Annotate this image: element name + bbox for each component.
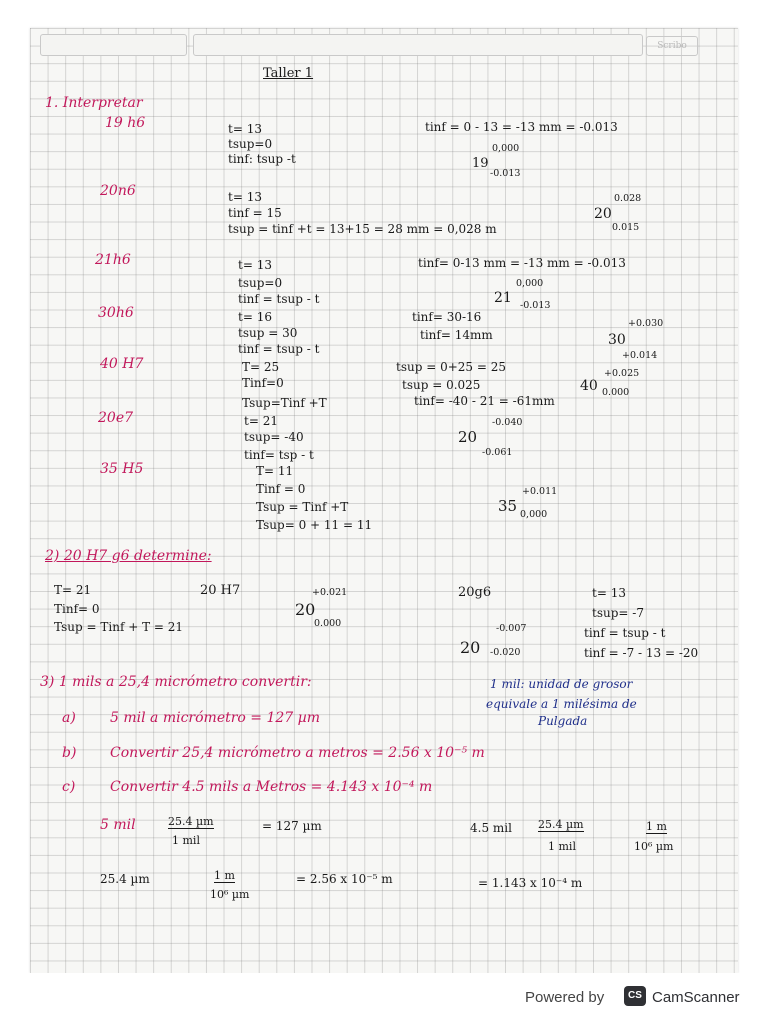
item4-line1: t= 16 [238, 310, 272, 324]
part-b-text: Convertir 25,4 micrómetro a metros = 2.56 x 10⁻⁵ m [110, 745, 485, 761]
item7-line4: Tsup= 0 + 11 = 11 [256, 518, 373, 532]
item4-line3: tinf = tsup - t [238, 342, 320, 356]
item2-line3: tsup = tinf +t = 13+15 = 28 mm = 0,028 m [228, 222, 497, 236]
item1-line3: tinf: tsup -t [228, 152, 296, 166]
header-box-right: Scribo [646, 36, 698, 56]
item4-calc2: tinf= 14mm [420, 328, 493, 342]
section3-heading: 3) 1 mils a 25,4 micrómetro convertir: [40, 674, 312, 690]
s2-left-line2: Tinf= 0 [54, 602, 100, 616]
work2-frac1-num: 25.4 µm [538, 818, 584, 831]
page-title: Taller 1 [263, 66, 314, 81]
s2-left-line3: Tsup = Tinf + T = 21 [54, 620, 184, 634]
s2-right-line2: tsup= -7 [592, 606, 644, 620]
work3-prefix: 25.4 µm [100, 872, 150, 886]
item1-line1: t= 13 [228, 122, 262, 136]
item3-lower: -0.013 [520, 300, 551, 311]
item6-calc: tinf= -40 - 21 = -61mm [414, 394, 555, 408]
work2-prefix: 4.5 mil [470, 821, 512, 835]
item5-nominal: 40 [580, 378, 598, 394]
camscanner-brand: CamScanner [652, 989, 740, 1006]
item3-calc: tinf= 0-13 mm = -13 mm = -0.013 [418, 256, 626, 270]
item1-upper: 0,000 [492, 143, 520, 154]
item1-line2: tsup=0 [228, 137, 273, 151]
item7-line2: Tinf = 0 [256, 482, 306, 496]
item2-line1: t= 13 [228, 190, 262, 204]
item1-calc: tinf = 0 - 13 = -13 mm = -0.013 [425, 120, 618, 134]
definition-line3: Pulgada [538, 714, 588, 728]
s2-right-line4: tinf = -7 - 13 = -20 [584, 646, 699, 660]
item3-line1: t= 13 [238, 258, 272, 272]
part-a-label: a) [62, 710, 76, 726]
part-b-label: b) [62, 745, 77, 761]
item6-line1: t= 21 [244, 414, 278, 428]
item6-lower: -0.061 [482, 447, 513, 458]
s2-h7-nominal: 20 [295, 600, 316, 619]
item3-label: 21h6 [95, 252, 131, 268]
item3-nominal: 21 [494, 290, 512, 306]
item4-upper: +0.030 [628, 318, 664, 329]
s2-g6-upper: -0.007 [496, 623, 527, 634]
item2-upper: 0.028 [614, 193, 642, 204]
item3-upper: 0,000 [516, 278, 544, 289]
header-box-left [40, 34, 187, 56]
item5-line3: Tsup=Tinf +T [242, 396, 327, 410]
s2-h7-lower: 0.000 [314, 618, 342, 629]
item6-nominal: 20 [458, 428, 478, 446]
item4-calc1: tinf= 30-16 [412, 310, 482, 324]
item5-lower: 0.000 [602, 387, 630, 398]
part-c-label: c) [62, 779, 76, 795]
work2-frac2-num: 1 m [646, 820, 667, 833]
item4-label: 30h6 [98, 305, 134, 321]
item7-nominal: 35 [498, 497, 518, 515]
item4-nominal: 30 [608, 332, 626, 348]
s2-right-line1: t= 13 [592, 586, 626, 600]
s2-g6-label: 20g6 [458, 585, 492, 600]
s2-g6-lower: -0.020 [490, 647, 521, 658]
item5-line1: T= 25 [242, 360, 280, 374]
work1-frac-den: 1 mil [172, 834, 200, 847]
powered-by-text: Powered by [525, 989, 605, 1006]
item2-lower: 0.015 [612, 222, 640, 233]
work3-frac-num: 1 m [214, 869, 235, 882]
item1-lower: -0.013 [490, 168, 521, 179]
header-box-middle [193, 34, 643, 56]
item5-upper: +0.025 [604, 368, 640, 379]
work1-frac-num: 25.4 µm [168, 815, 214, 828]
item7-label: 35 H5 [100, 461, 144, 477]
s2-right-line3: tinf = tsup - t [584, 626, 666, 640]
item6-line3: tinf= tsp - t [244, 448, 314, 462]
work1-prefix: 5 mil [100, 817, 136, 833]
item2-line2: tinf = 15 [228, 206, 282, 220]
item6-label: 20e7 [98, 410, 134, 426]
item1-nominal: 19 [472, 156, 489, 171]
work1-result: = 127 µm [262, 819, 322, 833]
item5-line2: Tinf=0 [242, 376, 284, 390]
part-a-text: 5 mil a micrómetro = 127 µm [110, 710, 321, 726]
work3-frac-den: 10⁶ µm [210, 888, 250, 901]
item5-calc1: tsup = 0+25 = 25 [396, 360, 506, 374]
s2-h7-label: 20 H7 [200, 583, 241, 598]
definition-line2: equivale a 1 milésima de [486, 697, 637, 711]
item7-line1: T= 11 [256, 464, 294, 478]
work4-result: = 1.143 x 10⁻⁴ m [478, 876, 583, 890]
s2-h7-upper: +0.021 [312, 587, 348, 598]
item4-line2: tsup = 30 [238, 326, 298, 340]
work3-result: = 2.56 x 10⁻⁵ m [296, 872, 393, 886]
item3-line3: tinf = tsup - t [238, 292, 320, 306]
item7-upper: +0.011 [522, 486, 558, 497]
item1-label: 19 h6 [105, 115, 146, 131]
item3-line2: tsup=0 [238, 276, 283, 290]
s2-g6-nominal: 20 [460, 638, 481, 657]
item7-line3: Tsup = Tinf +T [256, 500, 349, 514]
camscanner-logo-icon: CS [624, 986, 646, 1006]
item5-calc2: tsup = 0.025 [402, 378, 481, 392]
section2-heading: 2) 20 H7 g6 determine: [45, 548, 212, 564]
item4-lower: +0.014 [622, 350, 658, 361]
item6-line2: tsup= -40 [244, 430, 304, 444]
item7-lower: 0,000 [520, 509, 548, 520]
s2-left-line1: T= 21 [54, 583, 92, 597]
section1-heading: 1. Interpretar [45, 95, 143, 111]
part-c-text: Convertir 4.5 mils a Metros = 4.143 x 10⁻⁴ m [110, 779, 433, 795]
work2-frac2-den: 10⁶ µm [634, 840, 674, 853]
work2-frac1-den: 1 mil [548, 840, 576, 853]
item2-nominal: 20 [594, 206, 612, 222]
item6-upper: -0.040 [492, 417, 523, 428]
item5-label: 40 H7 [100, 356, 144, 372]
item2-label: 20n6 [100, 183, 136, 199]
definition-line1: 1 mil: unidad de grosor [490, 677, 633, 691]
notebook-page [30, 28, 738, 973]
